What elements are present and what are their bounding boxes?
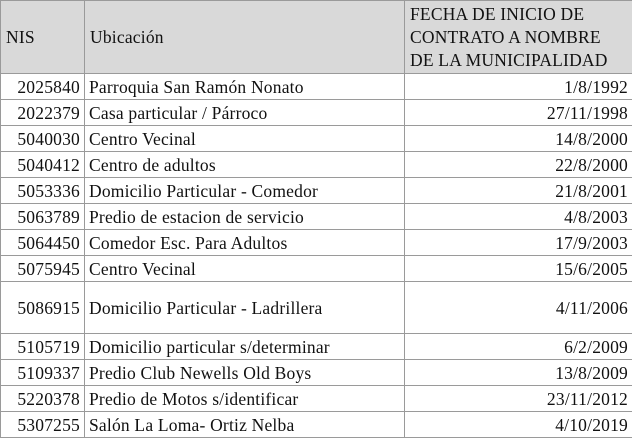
fecha-cell: 15/6/2005	[405, 256, 632, 282]
table-header-row	[1, 1, 632, 74]
ubicacion-cell: Domicilio Particular - Comedor	[85, 178, 405, 204]
table-row	[1, 126, 632, 152]
ubicacion-cell: Domicilio Particular - Ladrillera	[85, 282, 405, 334]
nis-cell: 5040030	[1, 126, 85, 152]
nis-cell: 5053336	[1, 178, 85, 204]
ubicacion-cell: Casa particular / Párroco	[85, 100, 405, 126]
nis-cell: 5109337	[1, 360, 85, 386]
nis-cell: 5075945	[1, 256, 85, 282]
table-row	[1, 178, 632, 204]
table-row	[1, 282, 632, 334]
ubicacion-cell: Predio de Motos s/identificar	[85, 386, 405, 412]
ubicacion-cell: Centro de adultos	[85, 152, 405, 178]
ubicacion-cell: Parroquia San Ramón Nonato	[85, 74, 405, 100]
table-row	[1, 386, 632, 412]
nis-cell: 2022379	[1, 100, 85, 126]
fecha-cell: 4/10/2019	[405, 412, 632, 438]
nis-cell: 5064450	[1, 230, 85, 256]
ubicacion-cell: Centro Vecinal	[85, 256, 405, 282]
ubicacion-cell: Comedor Esc. Para Adultos	[85, 230, 405, 256]
header-fecha-inicio-contrato	[405, 1, 632, 74]
ubicacion-cell: Predio Club Newells Old Boys	[85, 360, 405, 386]
fecha-cell: 14/8/2000	[405, 126, 632, 152]
fecha-cell: 23/11/2012	[405, 386, 632, 412]
table-row	[1, 152, 632, 178]
ubicacion-cell: Domicilio particular s/determinar	[85, 334, 405, 360]
nis-cell: 5063789	[1, 204, 85, 230]
table-row	[1, 334, 632, 360]
header-fecha-line-1: FECHA DE INICIO DE	[410, 3, 585, 24]
fecha-cell: 1/8/1992	[405, 74, 632, 100]
header-ubicacion: Ubicación	[85, 1, 405, 74]
table-row	[1, 230, 632, 256]
fecha-cell: 17/9/2003	[405, 230, 632, 256]
table-row	[1, 100, 632, 126]
nis-cell: 5220378	[1, 386, 85, 412]
nis-cell: 5307255	[1, 412, 85, 438]
table-row	[1, 412, 632, 438]
fecha-cell: 4/11/2006	[405, 282, 632, 334]
table-row	[1, 256, 632, 282]
fecha-cell: 13/8/2009	[405, 360, 632, 386]
nis-cell: 5086915	[1, 282, 85, 334]
ubicacion-cell: Centro Vecinal	[85, 126, 405, 152]
fecha-cell: 4/8/2003	[405, 204, 632, 230]
nis-cell: 5105719	[1, 334, 85, 360]
nis-cell: 5040412	[1, 152, 85, 178]
ubicacion-cell: Predio de estacion de servicio	[85, 204, 405, 230]
fecha-cell: 27/11/1998	[405, 100, 632, 126]
fecha-cell: 22/8/2000	[405, 152, 632, 178]
fecha-cell: 6/2/2009	[405, 334, 632, 360]
table-row	[1, 360, 632, 386]
ubicacion-cell: Salón La Loma- Ortiz Nelba	[85, 412, 405, 438]
fecha-cell: 21/8/2001	[405, 178, 632, 204]
table-row	[1, 74, 632, 100]
header-fecha-line-2: CONTRATO A NOMBRE	[410, 26, 601, 47]
header-nis: NIS	[1, 1, 85, 74]
header-fecha-line-3: DE LA MUNICIPALIDAD	[410, 49, 608, 70]
nis-cell: 2025840	[1, 74, 85, 100]
table-row	[1, 204, 632, 230]
